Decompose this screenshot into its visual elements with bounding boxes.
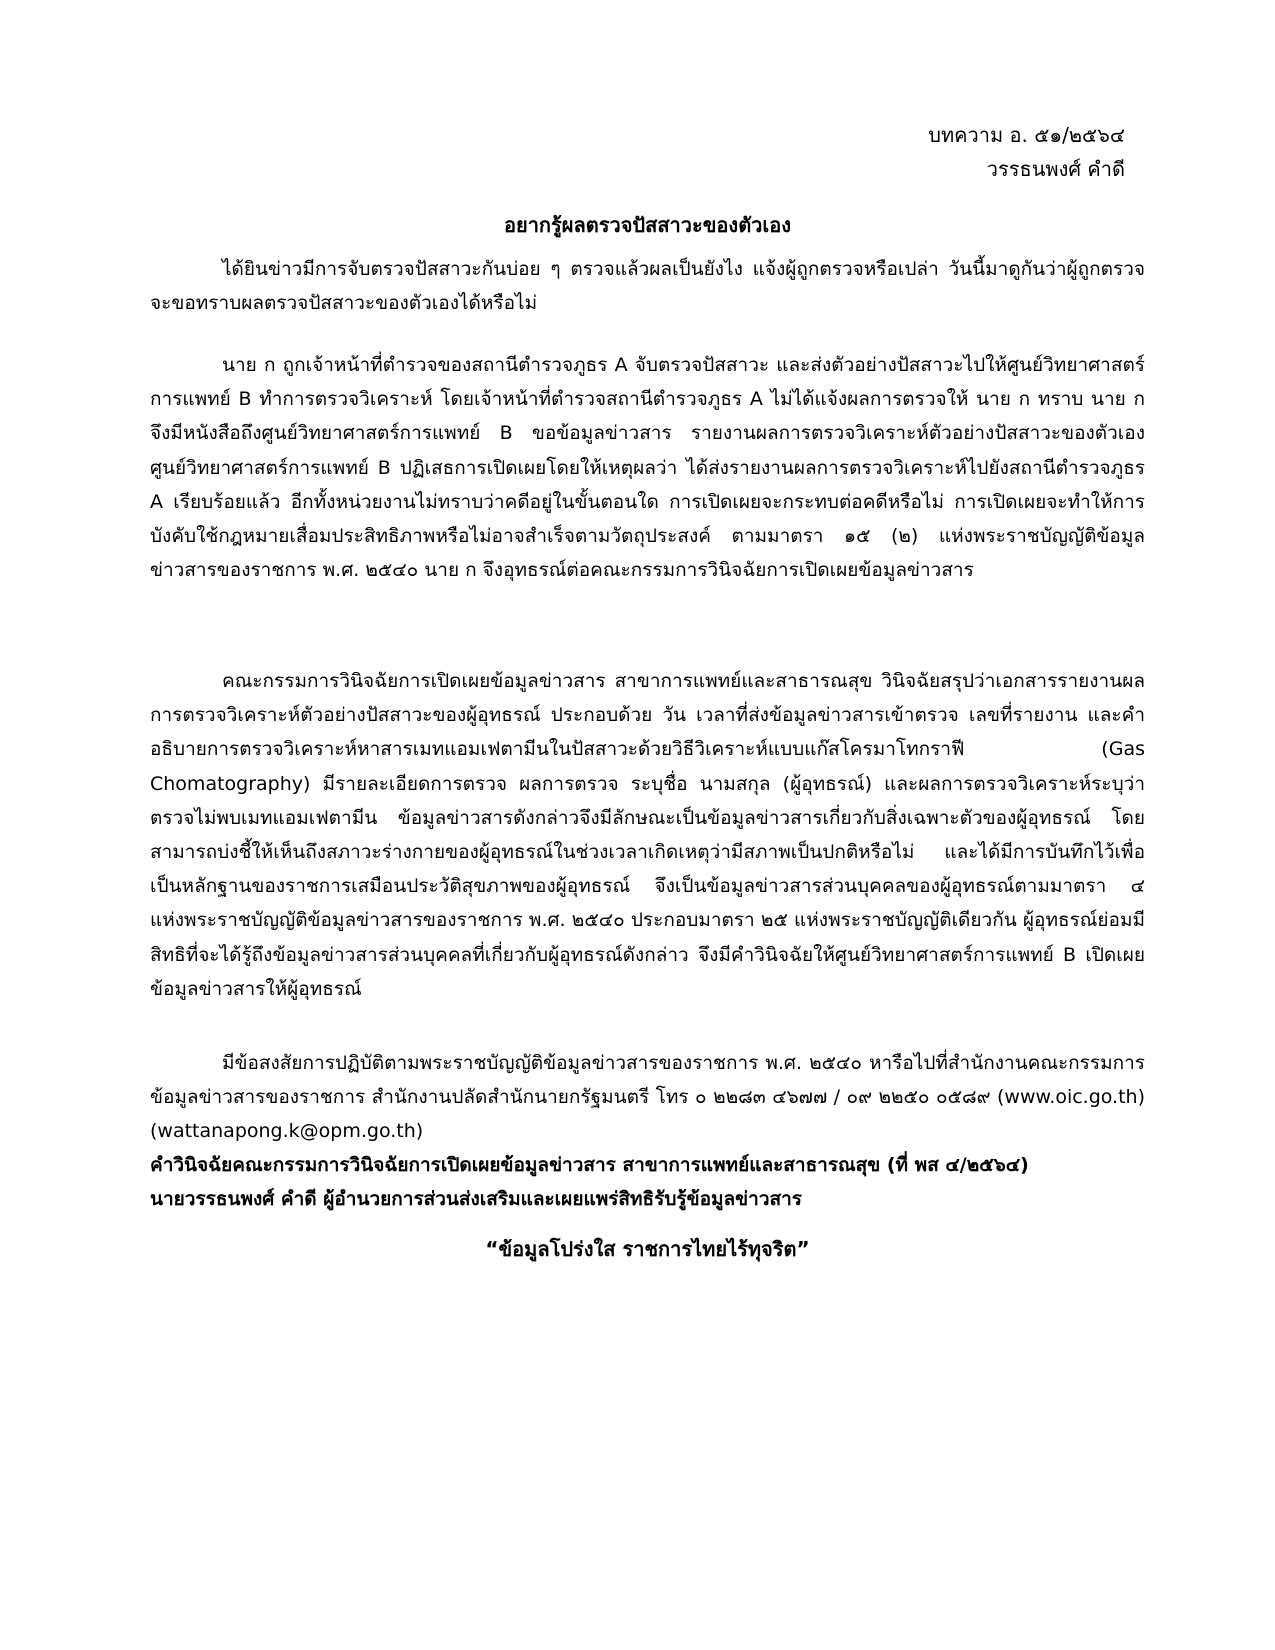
article-number: บทความ อ. ๕๑/๒๕๖๔ — [928, 123, 1125, 147]
contact-paragraph: มีข้อสงสัยการปฏิบัติตามพระราชบัญญัติข้อมูลข่าวสารของราชการ พ.ศ. ๒๕๔๐ หารือไปที่สำนักงานคณะกรรมการข้อมูลข่าวสารของราชการ สำนักงานปลัดสำนักนายกรัฐมนตรี โทร ๐ ๒๒๘๓ ๔๖๗๗ / ๐๙ ๒๒๕๐ ๐๕๘๙ (www.oic.go.th) (wattanapong.k@opm.go.th) — [150, 1052, 1145, 1143]
decision-paragraph: คณะกรรมการวินิจฉัยการเปิดเผยข้อมูลข่าวสาร สาขาการแพทย์และสาธารณสุข วินิจฉัยสรุปว่าเอกสารรายงานผลการตรวจวิเคราะห์ตัวอย่างปัสสาวะของผู้อุทธรณ์ ประกอบด้วย วัน เวลาที่ส่งข้อมูลข่าวสารเข้าตรวจ เลขที่รายงาน และคำอธิบายการตรวจวิเคราะห์หาสารเมทแอมเฟตามีนในปัสสาวะด้วยวิธีวิเคราะห์แบบแก๊สโครมาโทกราฟี (Gas Chomatography) มีรายละเอียดการตรวจ ผลการตรวจ ระบุชื่อ นามสกุล (ผู้อุทธรณ์) และผลการตรวจวิเคราะห์ระบุว่า ตรวจไม่พบเมทแอมเฟตามีน ข้อมูลข่าวสารดังกล่าวจึงมีลักษณะเป็นข้อมูลข่าวสารเกี่ยวกับสิ่งเฉพาะตัวของผู้อุทธรณ์ โดยสามารถบ่งชี้ให้เห็นถึงสภาวะร่างกายของผู้อุทธรณ์ในช่วงเวลาเกิดเหตุว่ามีสภาพเป็นปกติหรือไม่ และได้มีการบันทึกไว้เพื่อเป็นหลักฐานของราชการเสมือนประวัติสุขภาพของผู้อุทธรณ์ จึงเป็นข้อมูลข่าวสารส่วนบุคคลของผู้อุทธรณ์ตามมาตรา ๔ แห่งพระราชบัญญัติข้อมูลข่าวสารของราชการ พ.ศ. ๒๕๔๐ ประกอบมาตรา ๒๕ แห่งพระราชบัญญัติเดียวกัน ผู้อุทธรณ์ย่อมมีสิทธิที่จะได้รู้ถึงข้อมูลข่าวสารส่วนบุคคลที่เกี่ยวกับผู้อุทธรณ์ดังกล่าว จึงมีคำวินิจฉัยให้ศูนย์วิทยาศาสตร์การแพทย์ B เปิดเผยข้อมูลข่าวสารให้ผู้อุทธรณ์ — [150, 670, 1145, 1000]
case-paragraph: นาย ก ถูกเจ้าหน้าที่ตำรวจของสถานีตำรวจภูธร A จับตรวจปัสสาวะ และส่งตัวอย่างปัสสาวะไปให้ศูนย์วิทยาศาสตร์การแพทย์ B ทำการตรวจวิเคราะห์ โดยเจ้าหน้าที่ตำรวจสถานีตำรวจภูธร A ไม่ได้แจ้งผลการตรวจให้ นาย ก ทราบ นาย ก จึงมีหนังสือถึงศูนย์วิทยาศาสตร์การแพทย์ B ขอข้อมูลข่าวสาร รายงานผลการตรวจวิเคราะห์ตัวอย่างปัสสาวะของตัวเอง ศูนย์วิทยาศาสตร์การแพทย์ B ปฏิเสธการเปิดเผยโดยให้เหตุผลว่า ได้ส่งรายงานผลการตรวจวิเคราะห์ไปยังสถานีตำรวจภูธร A เรียบร้อยแล้ว อีกทั้งหน่วยงานไม่ทราบว่าคดีอยู่ในขั้นตอนใด การเปิดเผยจะกระทบต่อคดีหรือไม่ การเปิดเผยจะทำให้การบังคับใช้กฎหมายเสื่อมประสิทธิภาพหรือไม่อาจสำเร็จตามวัตถุประสงค์ ตามมาตรา ๑๕ (๒) แห่งพระราชบัญญัติข้อมูลข่าวสารของราชการ พ.ศ. ๒๕๔๐ นาย ก จึงอุทธรณ์ต่อคณะกรรมการวินิจฉัยการเปิดเผยข้อมูลข่าวสาร — [150, 354, 1145, 582]
author-name: วรรธนพงศ์ คำดี — [986, 157, 1125, 181]
slogan: “ข้อมูลโปร่งใส ราชการไทยไร้ทุจริต” — [485, 1237, 810, 1261]
decision-reference: คำวินิจฉัยคณะกรรมการวินิจฉัยการเปิดเผยข้อมูลข่าวสาร สาขาการแพทย์และสาธารณสุข (ที่ พส ๔/๒๕๖๔) — [150, 1154, 1029, 1176]
intro-paragraph: ได้ยินข่าวมีการจับตรวจปัสสาวะกันบ่อย ๆ ตรวจแล้วผลเป็นยังไง แจ้งผู้ถูกตรวจหรือเปล่า วันนี้มาดูกันว่าผู้ถูกตรวจจะขอทราบผลตรวจปัสสาวะของตัวเองได้หรือไม่ — [150, 258, 1145, 315]
article-header — [928, 118, 1125, 186]
article-title: อยากรู้ผลตรวจปัสสาวะของตัวเอง — [503, 213, 792, 237]
author-credit: นายวรรธนพงศ์ คำดี ผู้อำนวยการส่วนส่งเสริมและเผยแพร่สิทธิรับรู้ข้อมูลข่าวสาร — [150, 1188, 802, 1210]
